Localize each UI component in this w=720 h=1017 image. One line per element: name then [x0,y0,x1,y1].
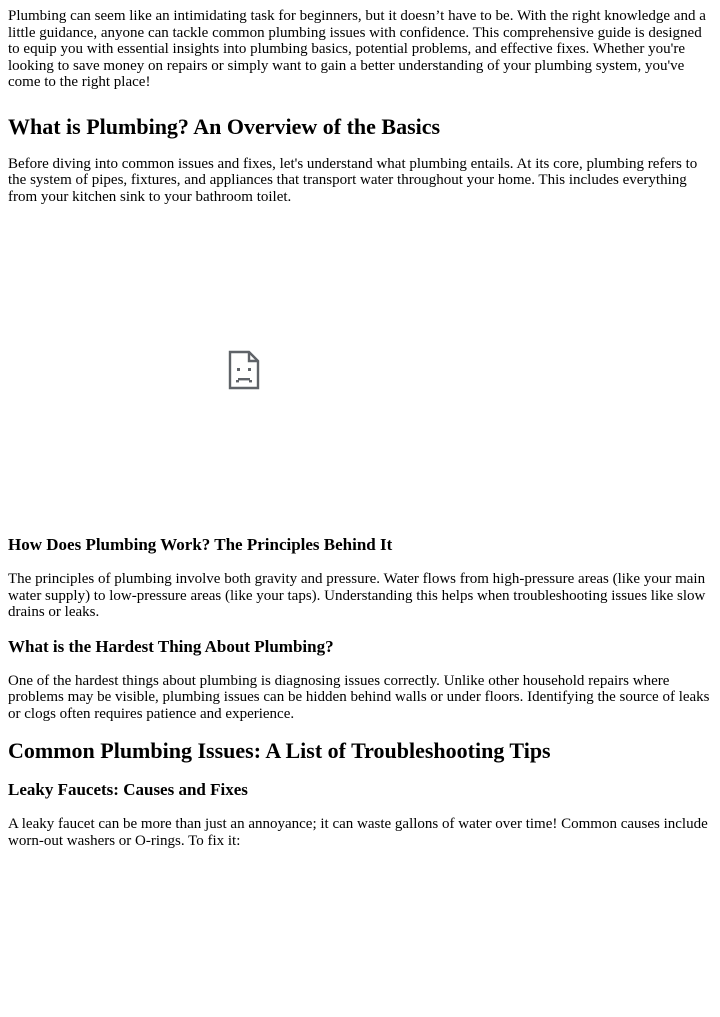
heading-leaky-faucets: Leaky Faucets: Causes and Fixes [8,780,248,799]
paragraph-basics: Before diving into common issues and fixes, let's understand what plumbing entails. At its core, plumbing refers to the system of pipes, fixtures, and appliances that transport water throughout your home. This includes everything from your kitchen sink to your bathroom toilet. [8,155,698,205]
intro-paragraph: Plumbing can seem like an intimidating task for beginners, but it doesn’t have to be. With the right knowledge and a little guidance, anyone can tackle common plumbing issues with confidence. This comprehensive guide is designed to equip you with essential insights into plumbing basics, potential problems, and effective fixes. Whether you're looking to save money on repairs or simply want to gain a better understanding of your plumbing system, you've come to the right place! [8,8,706,90]
broken-image-icon [228,350,260,390]
paragraph-how-plumbing-works: The principles of plumbing involve both gravity and pressure. Water flows from high-pressure areas (like your main water supply) to low-pressure areas (like your taps). Understanding this helps when troubleshooting issues like slow drains or leaks. [8,571,706,620]
paragraph-hardest-thing: One of the hardest things about plumbing is diagnosing issues correctly. Unlike other household repairs where problems may be visible, plumbing issues can be hidden behind walls or under floors. Identifying the source of leaks or clogs often requires patience and experience. [8,672,710,722]
broken-image [8,210,478,528]
heading-how-plumbing-works: How Does Plumbing Work? The Principles Behind It [8,535,393,554]
heading-common-issues: Common Plumbing Issues: A List of Troubleshooting Tips [8,738,551,763]
heading-basics: What is Plumbing? An Overview of the Basics [8,113,441,139]
paragraph-leaky-faucets: A leaky faucet can be more than just an annoyance; it can waste gallons of water over time! Common causes include worn-out washers or O-rings. To fix it: [8,816,708,849]
heading-hardest-thing: What is the Hardest Thing About Plumbing? [8,636,334,656]
